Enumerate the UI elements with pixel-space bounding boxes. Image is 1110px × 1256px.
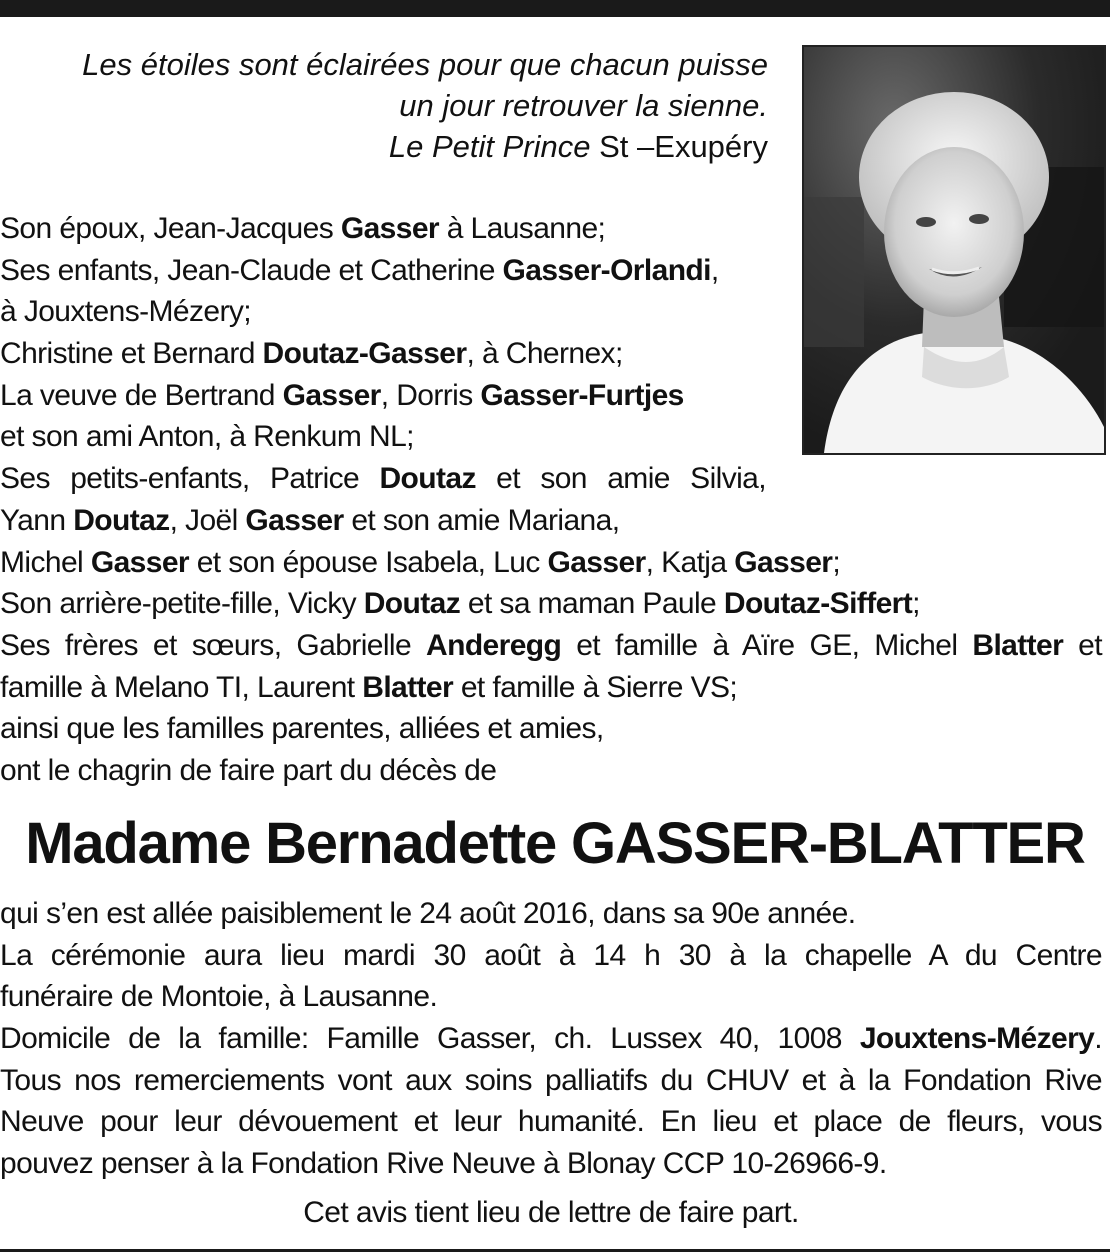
text: et son amie Mariana, bbox=[343, 503, 620, 537]
deceased-name: Madame Bernadette GASSER-BLATTER bbox=[25, 811, 1085, 876]
surname: Blatter bbox=[972, 628, 1064, 662]
text: à Lausanne; bbox=[439, 212, 606, 245]
text: , Katja bbox=[645, 545, 735, 579]
family-line bbox=[0, 375, 1110, 417]
text: et famille à Sierre VS; bbox=[453, 670, 738, 704]
surname: Doutaz-Gasser bbox=[262, 337, 467, 371]
text: et bbox=[1063, 628, 1102, 662]
family-line bbox=[0, 333, 1110, 375]
surname: Doutaz-Siffert bbox=[723, 587, 913, 621]
family-line bbox=[0, 708, 1110, 750]
family-line bbox=[0, 750, 1110, 792]
surname: Gasser-Orlandi bbox=[502, 253, 711, 287]
top-rule bbox=[0, 0, 1110, 17]
surname: Gasser bbox=[734, 545, 833, 579]
text: ont le chagrin de faire part du décès de bbox=[0, 753, 497, 787]
details-line: Tous nos remerciements vont aux soins palliatifs du CHUV et à la Fondation Rive bbox=[0, 1063, 1102, 1097]
surname: Doutaz bbox=[363, 587, 461, 621]
family-line bbox=[0, 667, 1110, 709]
text: et famille à Aïre GE, Michel bbox=[561, 628, 973, 662]
family-line bbox=[0, 291, 1110, 333]
text: , Joël bbox=[169, 503, 246, 537]
closing-note: Cet avis tient lieu de lettre de faire part. bbox=[303, 1196, 799, 1229]
family-line bbox=[0, 416, 1110, 458]
text: , à Chernex; bbox=[466, 337, 623, 371]
text: Domicile de la famille: Famille Gasser, ch. Lussex 40, 1008 bbox=[0, 1022, 860, 1056]
text: Christine et Bernard bbox=[0, 337, 263, 371]
details-line bbox=[0, 1018, 1102, 1060]
text: famille à Melano TI, Laurent bbox=[0, 670, 363, 704]
address-town: Jouxtens-Mézery bbox=[859, 1022, 1095, 1056]
details-line: qui s’en est allée paisiblement le 24 août 2016, dans sa 90e année. bbox=[0, 897, 856, 930]
text: Ses enfants, Jean-Claude et Catherine bbox=[0, 253, 503, 287]
surname: Doutaz bbox=[73, 503, 170, 537]
text: et sa maman Paule bbox=[460, 587, 724, 621]
surname: Gasser-Furtjes bbox=[480, 378, 684, 412]
family-list bbox=[0, 208, 1110, 792]
family-line bbox=[0, 542, 1110, 584]
text: , Dorris bbox=[380, 378, 481, 412]
text: Ses frères et sœurs, Gabrielle bbox=[0, 628, 427, 662]
epigraph-source bbox=[0, 126, 768, 167]
epigraph-line-1: Les étoiles sont éclairées pour que chacun puisse bbox=[82, 47, 768, 82]
surname: Gasser bbox=[282, 378, 381, 412]
surname: Gasser bbox=[547, 545, 646, 579]
details-line: funéraire de Montoie, à Lausanne. bbox=[0, 980, 438, 1014]
text: à Jouxtens-Mézery; bbox=[0, 295, 251, 329]
epigraph-source-author: St –Exupéry bbox=[599, 129, 768, 164]
text: Ses petits-enfants, Patrice bbox=[0, 462, 380, 496]
epigraph-line-2: un jour retrouver la sienne. bbox=[399, 88, 768, 123]
text: . bbox=[1094, 1022, 1102, 1056]
details-line: Neuve pour leur dévouement et leur humanité. En lieu et place de fleurs, vous bbox=[0, 1105, 1102, 1139]
family-line bbox=[0, 625, 1102, 667]
text: Son arrière-petite-fille, Vicky bbox=[0, 587, 364, 621]
text: Michel bbox=[0, 545, 91, 579]
text: , bbox=[710, 253, 719, 287]
family-line bbox=[0, 208, 1110, 250]
surname: Gasser bbox=[340, 212, 439, 245]
text: ainsi que les familles parentes, alliées et amies, bbox=[0, 712, 604, 746]
text: et son ami Anton, à Renkum NL; bbox=[0, 420, 414, 454]
surname: Gasser bbox=[245, 503, 344, 537]
details-line: La cérémonie aura lieu mardi 30 août à 14 h 30 à la chapelle A du Centre bbox=[0, 938, 1102, 972]
bottom-rule bbox=[0, 1249, 1110, 1252]
family-line bbox=[0, 500, 1110, 542]
family-line bbox=[0, 458, 766, 500]
family-line bbox=[0, 583, 1110, 625]
text: ; bbox=[832, 545, 841, 579]
family-line bbox=[0, 250, 1110, 292]
surname: Gasser bbox=[90, 545, 189, 579]
details bbox=[0, 893, 1102, 1185]
text: et son amie Silvia, bbox=[475, 462, 766, 496]
details-line: pouvez penser à la Fondation Rive Neuve à Blonay CCP 10-26966-9. bbox=[0, 1147, 887, 1181]
text: La veuve de Bertrand bbox=[0, 378, 283, 412]
epigraph-source-title: Le Petit Prince bbox=[388, 129, 591, 164]
text: ; bbox=[912, 587, 920, 621]
text: Son époux, Jean-Jacques bbox=[0, 212, 341, 245]
surname: Blatter bbox=[362, 670, 454, 704]
surname: Doutaz bbox=[379, 462, 476, 496]
surname: Anderegg bbox=[426, 628, 562, 662]
text: Yann bbox=[0, 503, 74, 537]
text: et son épouse Isabela, Luc bbox=[188, 545, 548, 579]
epigraph bbox=[0, 44, 768, 167]
